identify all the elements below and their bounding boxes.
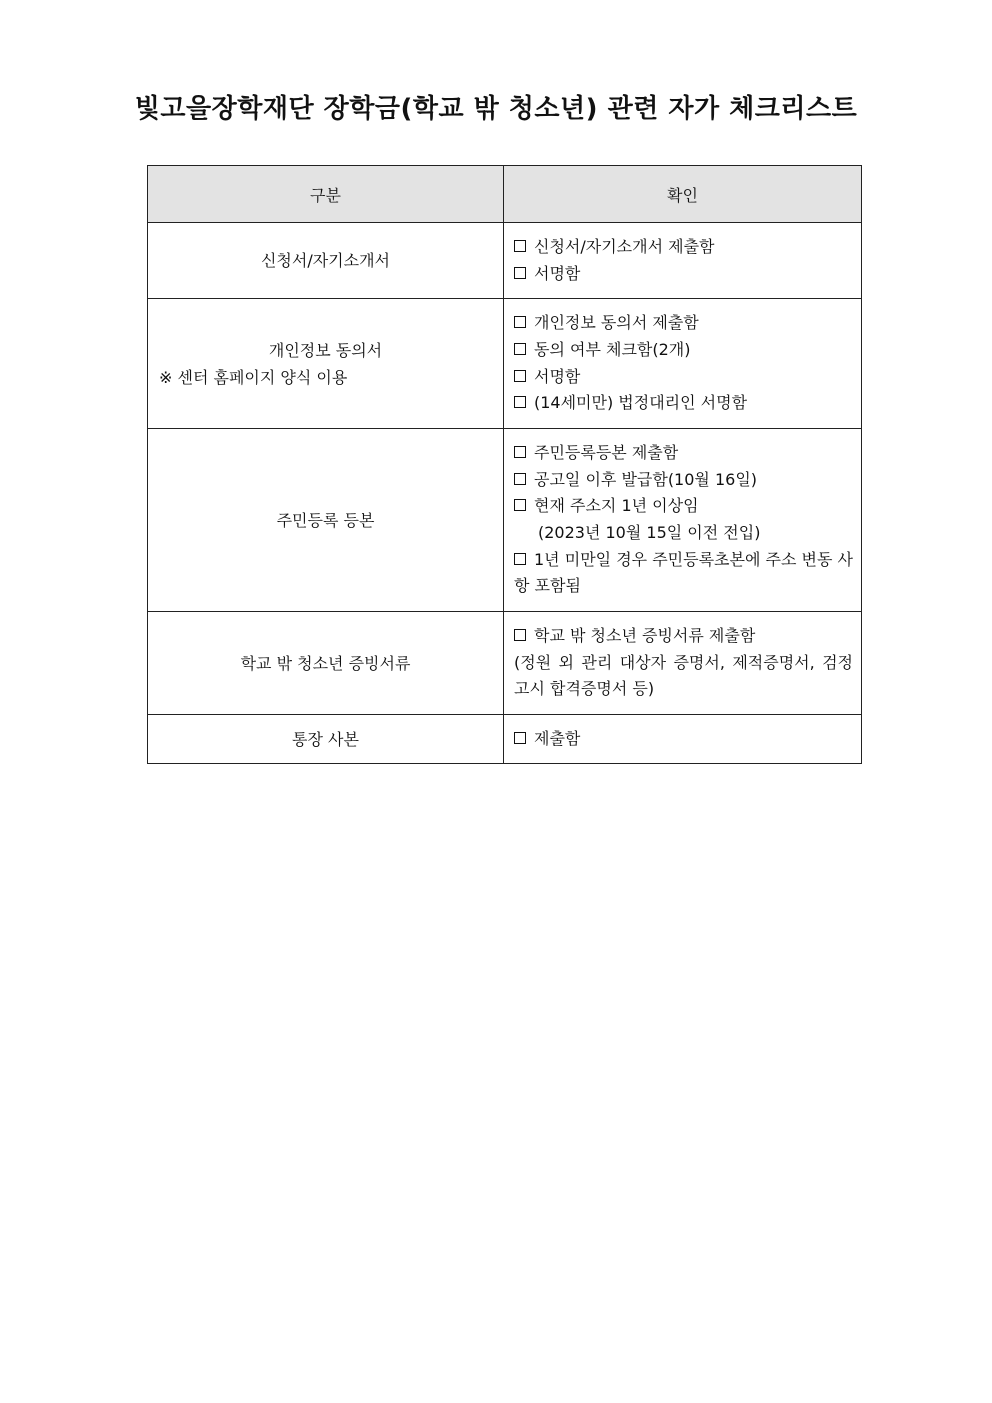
category-note: ※ 센터 홈페이지 양식 이용 [159,367,348,387]
check-item[interactable]: 서명함 [514,364,853,391]
checkbox-icon[interactable] [514,343,526,355]
checkbox-icon[interactable] [514,446,526,458]
page-title: 빛고을장학재단 장학금(학교 밖 청소년) 관련 자가 체크리스트 [134,94,858,124]
table-row [148,299,862,429]
checkbox-icon[interactable] [514,499,526,511]
check-item[interactable]: 주민등록등본 제출함 [514,440,853,467]
check-item[interactable]: 신청서/자기소개서 제출함 [514,234,853,261]
check-detail: (정원 외 관리 대상자 증명서, 제적증명서, 검정고시 합격증명서 등) [514,652,853,699]
table-row [148,223,862,299]
category-cell: 주민등록 등본 [148,429,504,612]
category-cell [148,299,504,429]
category-cell: 통장 사본 [148,715,504,764]
check-item[interactable]: 현재 주소지 1년 이상임 [514,493,853,520]
table-row [148,715,862,764]
category-cell: 신청서/자기소개서 [148,223,504,299]
header-category: 구분 [148,166,504,223]
check-item[interactable]: 서명함 [514,261,853,288]
check-item[interactable]: 동의 여부 체크함(2개) [514,337,853,364]
check-cell [504,429,862,612]
check-item[interactable]: 개인정보 동의서 제출함 [514,310,853,337]
table-row [148,612,862,715]
checkbox-icon[interactable] [514,473,526,485]
checkbox-icon[interactable] [514,732,526,744]
table-header-row [148,166,862,223]
checkbox-icon[interactable] [514,316,526,328]
check-cell [504,299,862,429]
check-cell [504,223,862,299]
category-cell: 학교 밖 청소년 증빙서류 [148,612,504,715]
check-detail: (2023년 10월 15일 이전 전입) [538,523,761,542]
checkbox-icon[interactable] [514,240,526,252]
checkbox-icon[interactable] [514,267,526,279]
check-item[interactable]: 1년 미만일 경우 주민등록초본에 주소 변동 사항 포함됨 [514,549,853,596]
checkbox-icon[interactable] [514,553,526,565]
check-item[interactable]: (14세미만) 법정대리인 서명함 [514,390,853,417]
check-item[interactable]: 제출함 [514,726,853,753]
checklist-table [147,165,862,764]
category-label: 개인정보 동의서 [268,340,383,360]
header-confirm: 확인 [504,166,862,223]
check-item[interactable]: 공고일 이후 발급함(10월 16일) [514,467,853,494]
check-cell [504,715,862,764]
check-item[interactable]: 학교 밖 청소년 증빙서류 제출함 [514,623,853,650]
checkbox-icon[interactable] [514,629,526,641]
checkbox-icon[interactable] [514,370,526,382]
check-cell [504,612,862,715]
checkbox-icon[interactable] [514,396,526,408]
table-row [148,429,862,612]
